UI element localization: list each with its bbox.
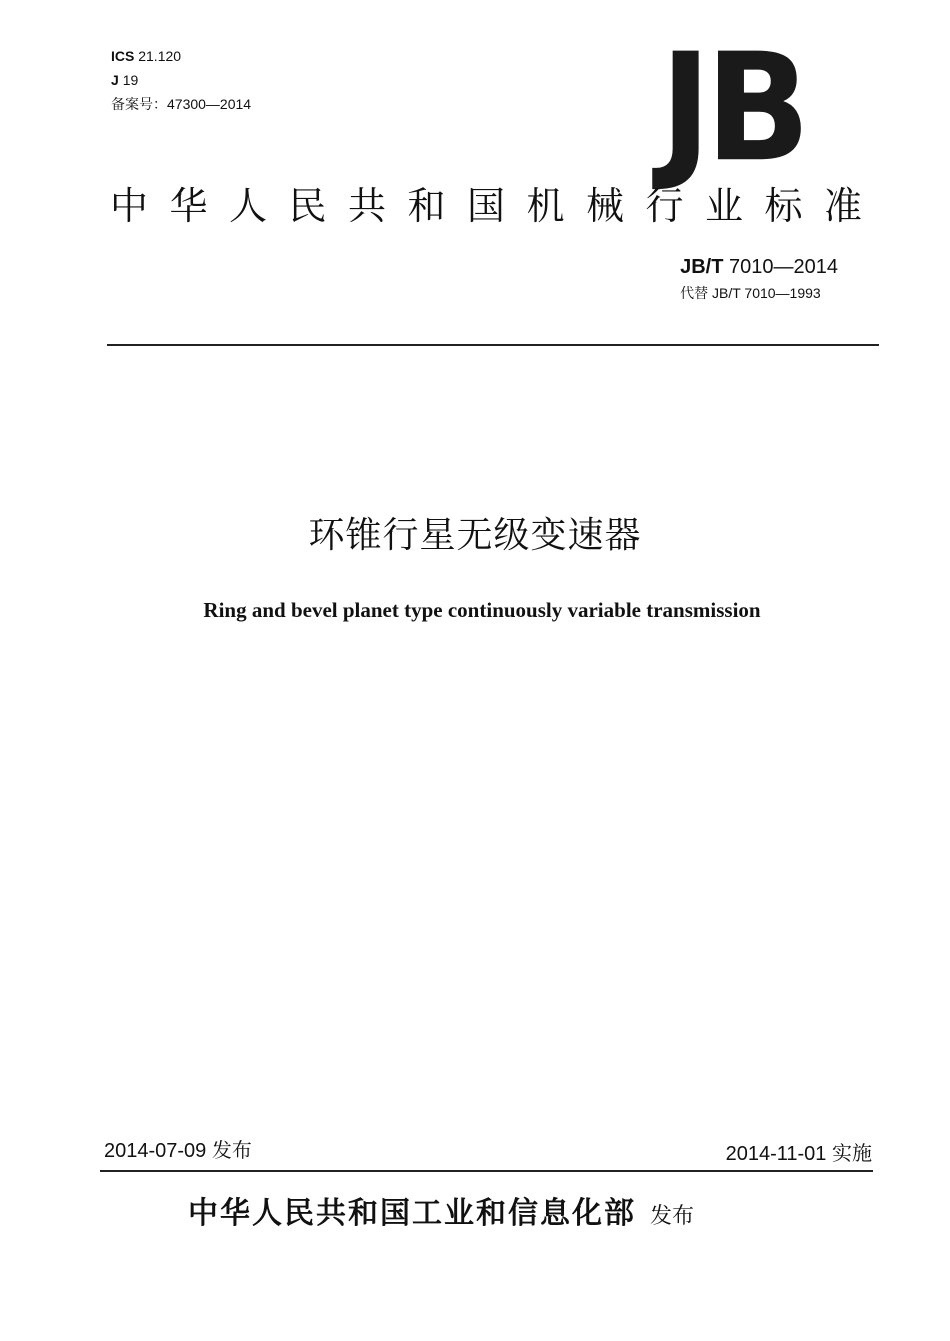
chinese-title: 环锥行星无级变速器 [308, 515, 642, 556]
filing-line [111, 92, 251, 116]
top-divider [107, 344, 879, 346]
ccs-code: 19 [122, 72, 139, 88]
classification-block [111, 44, 251, 116]
english-title: Ring and bevel planet type continuously variable transmission [203, 598, 761, 622]
ics-prefix: ICS [111, 48, 135, 64]
ics-line [111, 44, 251, 68]
replaces-note: 代替 JB/T 7010—1993 [680, 285, 821, 301]
ccs-line [111, 68, 251, 92]
ics-code: 21.120 [138, 48, 182, 64]
issue-date: 2014-07-09 发布 [104, 1140, 252, 1162]
filing-label: 备案号： [111, 96, 167, 112]
org-title: 中华人民共和国机械行业标准 [110, 184, 884, 228]
standard-code-number: 7010—2014 [729, 256, 838, 278]
publisher-line [188, 1192, 694, 1239]
publisher-suffix: 发布 [650, 1204, 695, 1229]
standard-code-prefix: JB/T [680, 256, 724, 278]
implement-date: 2014-11-01 实施 [725, 1143, 872, 1165]
filing-number: 47300—2014 [167, 96, 252, 112]
standard-number-block [680, 253, 838, 305]
publisher-name: 中华人民共和国工业和信息化部 [188, 1196, 636, 1231]
standard-code [680, 253, 838, 281]
ccs-prefix: J [111, 72, 119, 88]
jb-logo: JB [660, 20, 805, 195]
bottom-divider [100, 1170, 873, 1172]
